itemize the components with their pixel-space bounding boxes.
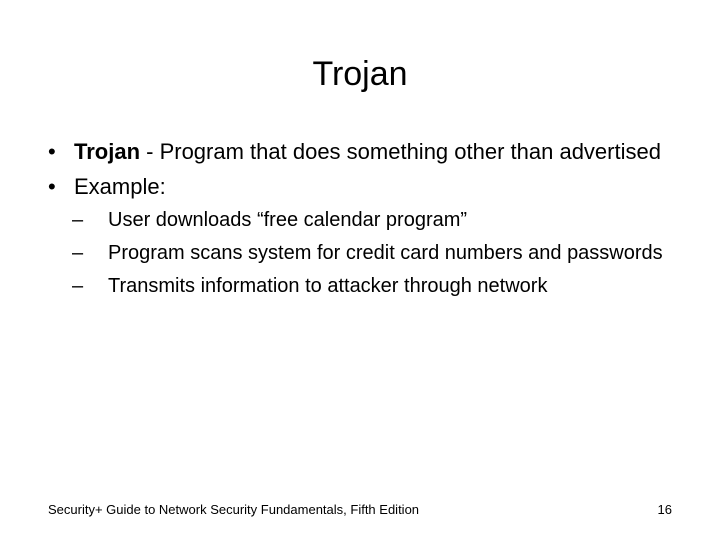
sub-bullet-text: Transmits information to attacker through network <box>108 275 548 297</box>
sub-bullet-item <box>72 208 686 232</box>
bullet-term: Trojan <box>74 139 141 164</box>
sub-bullet-text: User downloads “free calendar program” <box>108 209 468 231</box>
page-number: 16 <box>657 502 672 517</box>
bullet-list <box>46 138 686 307</box>
bullet-marker: • <box>48 139 56 164</box>
bullet-marker: • <box>48 174 56 199</box>
sub-bullet-marker: – <box>72 209 84 231</box>
bullet-item-example <box>46 173 686 298</box>
sub-bullet-item <box>72 241 686 265</box>
sub-bullet-list <box>72 208 686 298</box>
bullet-text: - Program that does something other than advertised <box>140 139 661 164</box>
sub-bullet-marker: – <box>72 275 84 297</box>
sub-bullet-item <box>72 274 686 298</box>
bullet-text: Example: <box>74 174 166 199</box>
sub-bullet-text: Program scans system for credit card numbers and passwords <box>108 242 663 264</box>
bullet-item-trojan <box>46 138 686 165</box>
slide-title: Trojan <box>312 55 408 93</box>
sub-bullet-marker: – <box>72 242 84 264</box>
footer-source: Security+ Guide to Network Security Fundamentals, Fifth Edition <box>48 502 420 517</box>
